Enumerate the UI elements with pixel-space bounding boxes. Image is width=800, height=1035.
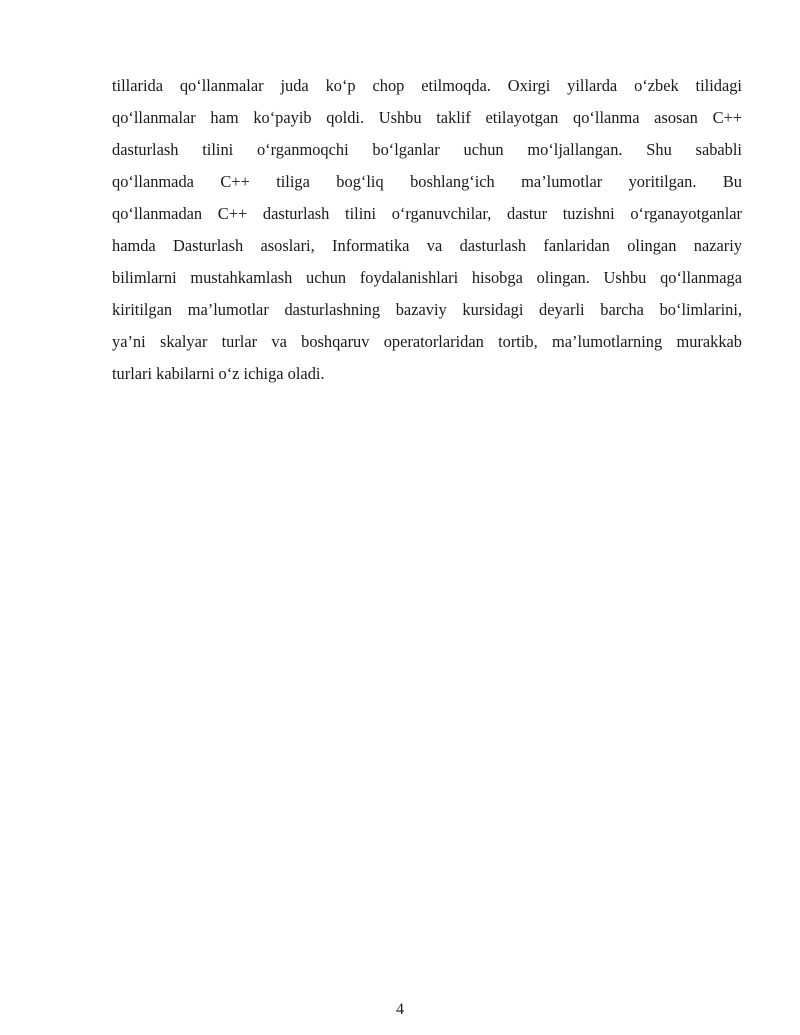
paragraph-line-9: ya’ni skalyar turlar va boshqaruv operatorlaridan tortib, ma’lumotlarning murakkab: [112, 332, 742, 351]
page-number: 4: [396, 1001, 404, 1018]
paragraph-line-1: tillarida qo‘llanmalar juda ko‘p chop etilmoqda. Oxirgi yillarda o‘zbek tilidagi: [112, 76, 742, 95]
paragraph-line-5: qo‘llanmadan C++ dasturlash tilini o‘rganuvchilar, dastur tuzishni o‘rganayotganlar: [112, 204, 742, 223]
paragraph-line-3: dasturlash tilini o‘rganmoqchi bo‘lganlar uchun mo‘ljallangan. Shu sababli: [112, 140, 742, 159]
paragraph-line-6: hamda Dasturlash asoslari, Informatika va dasturlash fanlaridan olingan nazariy: [112, 236, 742, 255]
paragraph-line-4: qo‘llanmada C++ tiliga bog‘liq boshlang‘ich ma’lumotlar yoritilgan. Bu: [112, 172, 742, 191]
paragraph-line-10: turlari kabilarni o‘z ichiga oladi.: [112, 364, 325, 383]
paragraph-line-8: kiritilgan ma’lumotlar dasturlashning bazaviy kursidagi deyarli barcha bo‘limlarini,: [112, 300, 742, 319]
body-paragraph: [112, 70, 742, 390]
paragraph-line-7: bilimlarni mustahkamlash uchun foydalanishlari hisobga olingan. Ushbu qo‘llanmaga: [112, 268, 742, 287]
paragraph-line-2: qo‘llanmalar ham ko‘payib qoldi. Ushbu taklif etilayotgan qo‘llanma asosan C++: [112, 108, 742, 127]
